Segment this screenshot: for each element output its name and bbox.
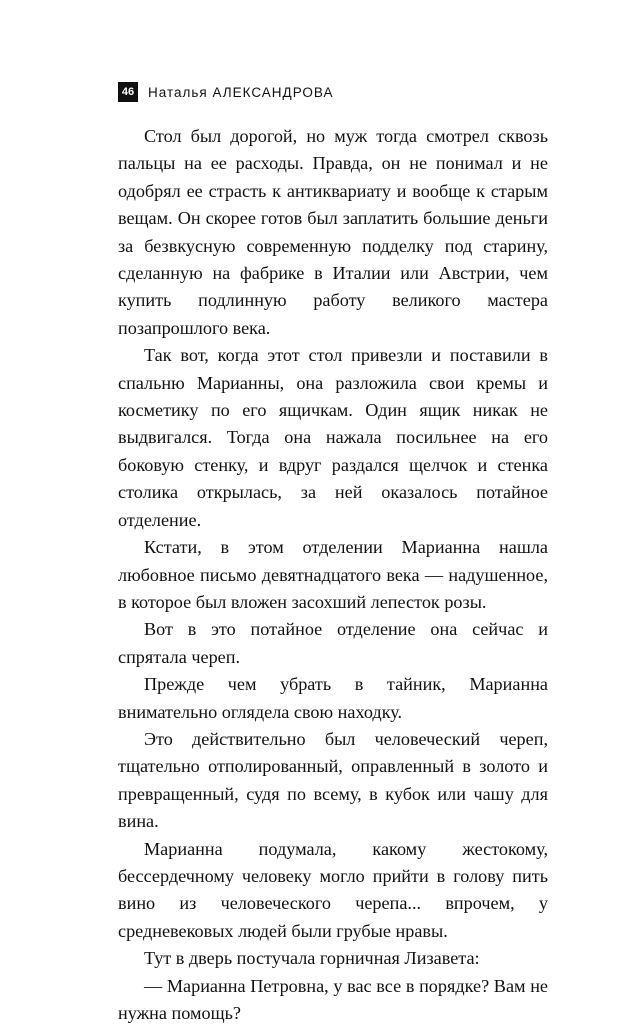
running-header <box>118 82 333 102</box>
paragraph: — Марианна Петровна, у вас все в порядке? Вам не нужна помощь? <box>118 975 548 1023</box>
paragraph: Тут в дверь постучала горничная Лизавета: <box>144 948 480 969</box>
page-number: 46 <box>118 82 138 102</box>
paragraph: Марианна подумала, какому жестокому, бессердечному человеку могло прийти в голову пить вино из человеческого черепа... впрочем, у средневековых людей были грубые нравы. <box>118 838 548 941</box>
paragraph: Кстати, в этом отделении Марианна нашла любовное письмо девятнадцатого века — надушенное, в которое был вложен засохший лепесток розы. <box>118 537 548 612</box>
paragraph: Прежде чем убрать в тайник, Марианна внимательно оглядела свою находку. <box>118 674 548 722</box>
paragraph: Это действительно был человеческий череп, тщательно отполированный, оправленный в золото и превращенный, судя по всему, в кубок или чашу для вина. <box>118 728 548 832</box>
page-body <box>118 123 548 1027</box>
paragraph: Стол был дорогой, но муж тогда смотрел сквозь пальцы на ее расходы. Правда, он не понимал и не одобрял ее страсть к антиквариату и вообще к старым вещам. Он скорее готов был заплатить большие деньги за безвкусную современную подделку под старину, сделанную на фабрике в Италии или Австрии, чем купить подлинную работу великого мастера позапрошлого века. <box>118 126 548 338</box>
paragraph: Вот в это потайное отделение она сейчас и спрятала череп. <box>118 619 548 667</box>
paragraph: Так вот, когда этот стол привезли и поставили в спальню Марианны, она разложила свои кремы и косметику по его ящичкам. Один ящик никак не выдвигался. Тогда она нажала посильнее на его боковую стенку, и вдруг раздался щелчок и стенка столика открылась, за ней оказалось потайное отделение. <box>118 345 548 530</box>
author-name: Наталья АЛЕКСАНДРОВА <box>148 84 334 100</box>
